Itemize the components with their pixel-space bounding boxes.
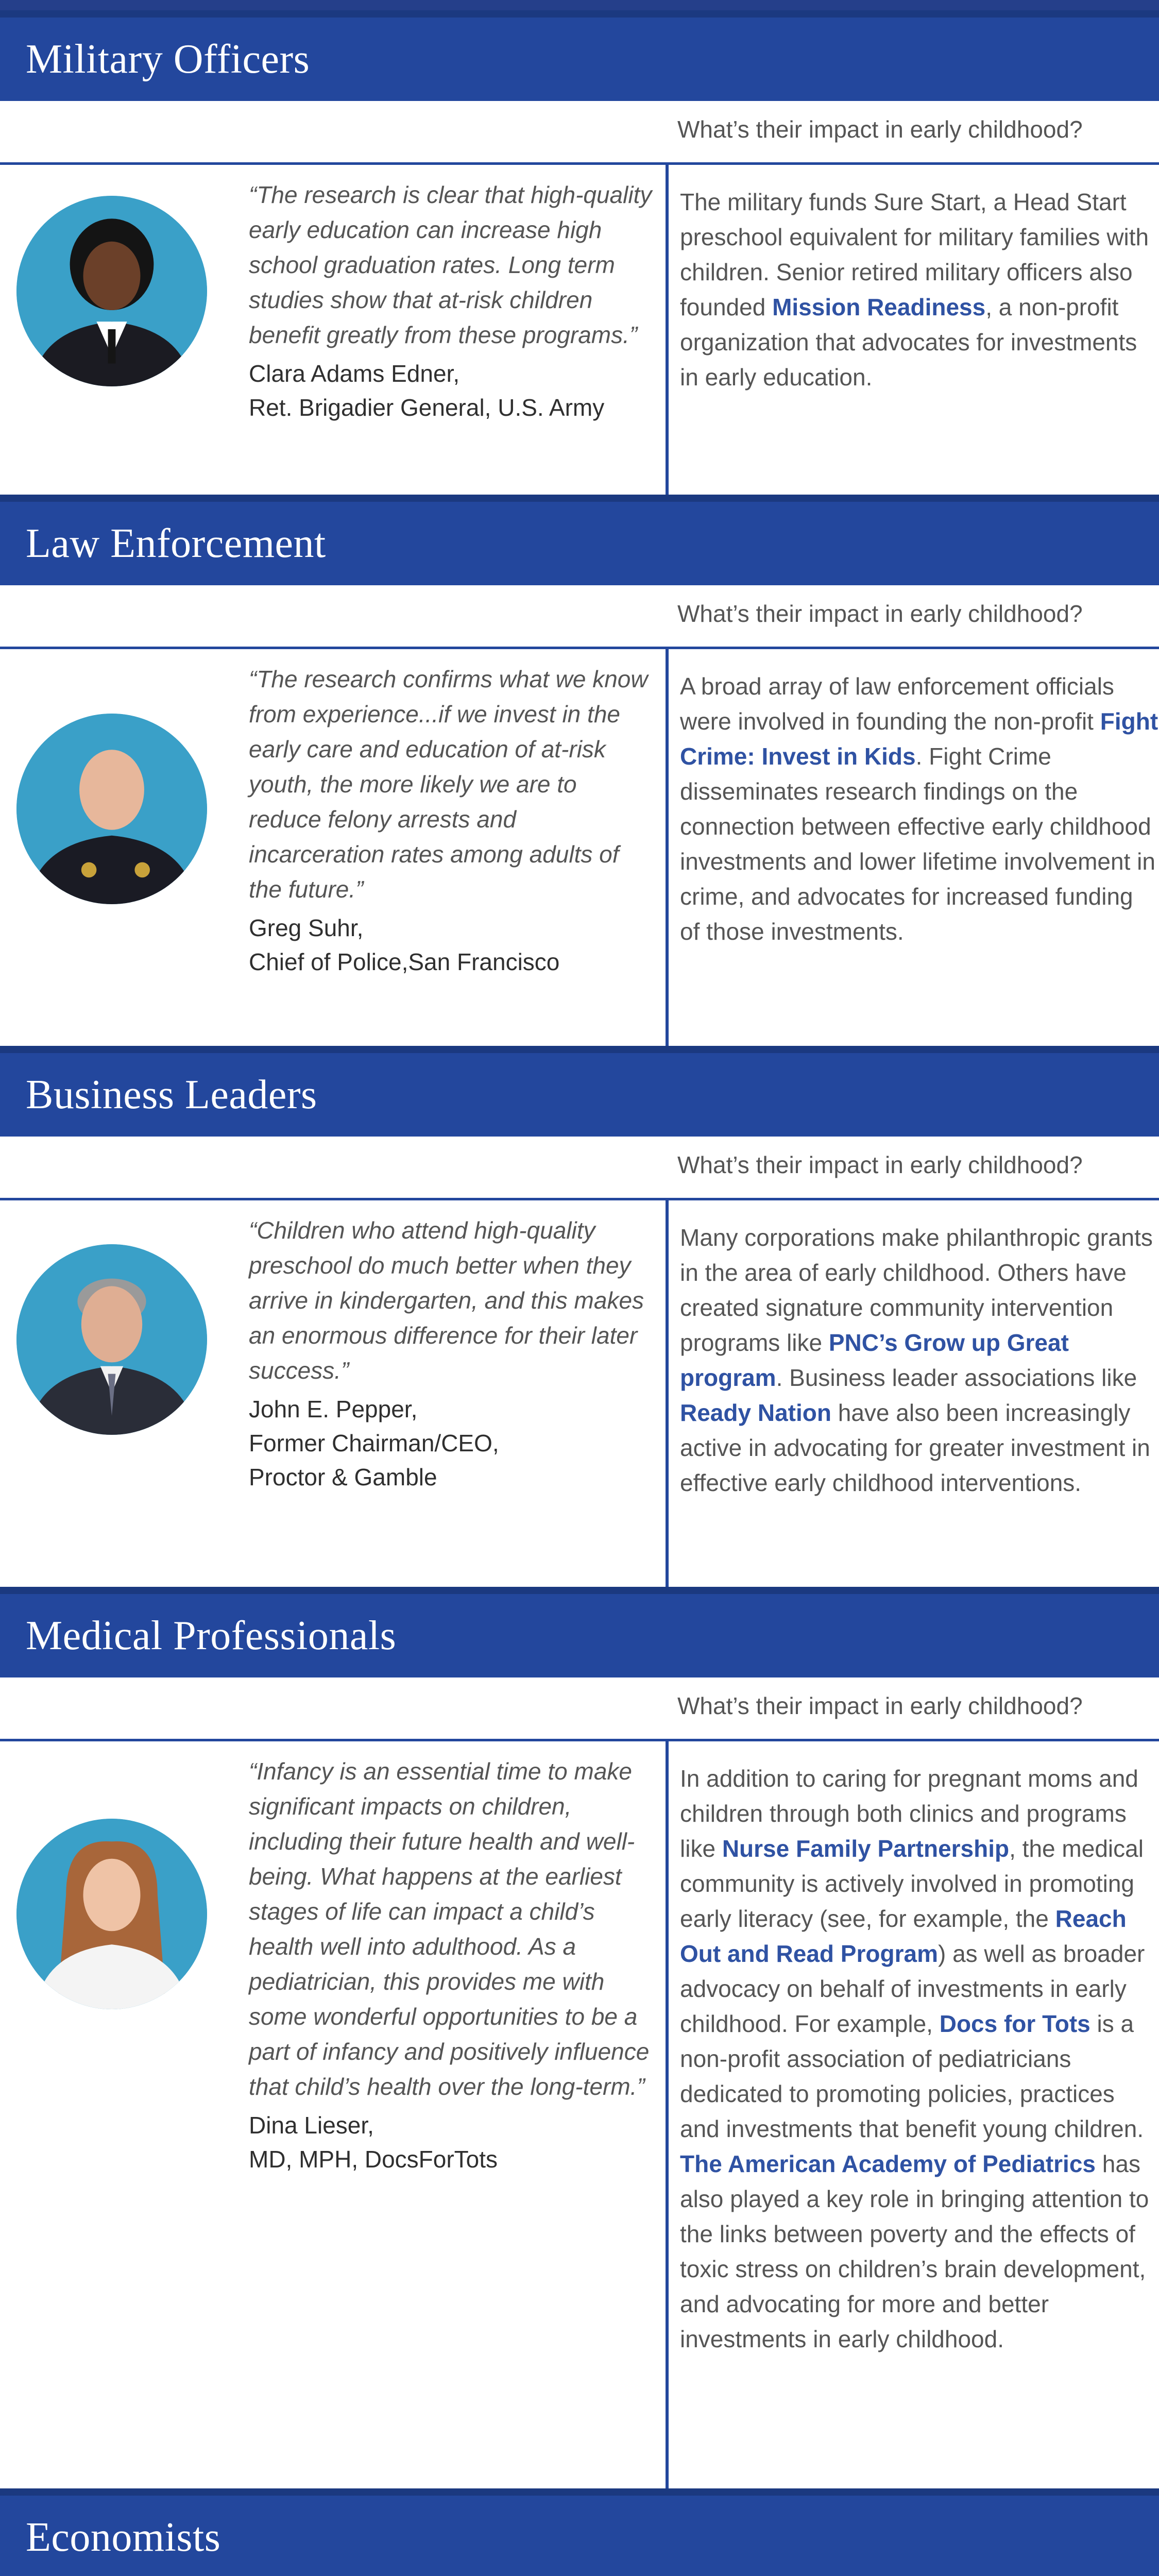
section-header (0, 1046, 1159, 1137)
section-title: Medical Professionals (26, 1613, 397, 1658)
attribution (249, 911, 656, 979)
impact-text (680, 1761, 1159, 2357)
person-name: Clara Adams Edner, (249, 360, 460, 387)
impact-text-part: Many corporations make philanthropic grants in the area of early childhood. Others have created signature community intervention programs like (680, 1224, 1153, 1356)
impact-column (669, 1741, 1159, 2488)
impact-question-row (0, 1677, 1159, 1741)
quote-block (249, 662, 656, 979)
impact-column (669, 165, 1159, 495)
person-role: Former Chairman/CEO, (249, 1430, 499, 1456)
section-economists (0, 2488, 1159, 2576)
section-body (0, 165, 1159, 495)
impact-question-row (0, 101, 1159, 165)
section-business-leaders (0, 1046, 1159, 1587)
impact-text (680, 669, 1159, 949)
section-law-enforcement (0, 495, 1159, 1046)
section-title: Business Leaders (26, 1072, 317, 1117)
impact-text-part: , a non-profit organization that advocates for investments in early education. (680, 294, 1137, 391)
person-name: John E. Pepper, (249, 1396, 418, 1422)
link-fight-crime[interactable]: Fight Crime: Invest in Kids (680, 708, 1158, 770)
person-icon (16, 714, 207, 904)
impact-question: What’s their impact in early childhood? (677, 600, 1083, 627)
quote-column (0, 165, 666, 495)
quote-column (0, 649, 666, 1046)
link-pnc-grow-up-great[interactable]: PNC’s Grow up Great program (680, 1329, 1069, 1391)
quote-block (249, 1213, 656, 1494)
section-title: Military Officers (26, 36, 310, 82)
attribution (249, 1392, 656, 1494)
quote-column (0, 1741, 666, 2488)
section-header (0, 2488, 1159, 2576)
quote-text: “The research is clear that high-quality early education can increase high school graduation rates. Long term studies show that at-risk children benefit greatly from these programs.” (249, 181, 652, 348)
section-title: Law Enforcement (26, 520, 326, 566)
impact-column (669, 649, 1159, 1046)
impact-text-part: . Business leader associations like (776, 1364, 1137, 1391)
section-title: Economists (26, 2514, 221, 2560)
link-docs-for-tots[interactable]: Docs for Tots (939, 2010, 1090, 2037)
impact-text (680, 184, 1159, 395)
person-name: Greg Suhr, (249, 914, 364, 941)
impact-question: What’s their impact in early childhood? (677, 116, 1083, 143)
quote-text: “Infancy is an essential time to make significant impacts on children, including their future health and well-being. What happens at the earliest stages of life can impact a child’s health well into adulthood. As a pediatrician, this provides me with some wonderful opportunities to be a part of infancy and positively influence that child’s health over the long-term.” (249, 1758, 650, 2100)
impact-text-part: The military funds Sure Start, a Head Start preschool equivalent for military families with children. Senior retired military officers also founded (680, 189, 1149, 320)
impact-text-part: A broad array of law enforcement officials were involved in founding the non-profit (680, 673, 1114, 735)
person-icon (16, 1819, 207, 2009)
quote-column (0, 1200, 666, 1587)
impact-text-part: In addition to caring for pregnant moms and children through both clinics and programs like (680, 1765, 1138, 1862)
section-body (0, 649, 1159, 1046)
person-role: MD, MPH, DocsForTots (249, 2146, 498, 2173)
avatar-portrait (16, 1819, 207, 2009)
section-header (0, 10, 1159, 101)
link-american-academy-of-pediatrics[interactable]: The American Academy of Pediatrics (680, 2150, 1096, 2177)
quote-block (249, 177, 656, 425)
section-body (0, 1200, 1159, 1587)
impact-text-part: has also played a key role in bringing attention to the links between poverty and the effects of toxic stress on children’s brain development, and advocating for more and better investments in early childhood. (680, 2150, 1149, 2352)
section-medical-professionals (0, 1587, 1159, 2488)
impact-text-part: is a non-profit association of pediatricians dedicated to promoting policies, practices and investments that benefit young children. (680, 2010, 1144, 2142)
impact-question: What’s their impact in early childhood? (677, 1692, 1083, 1719)
impact-column (669, 1200, 1159, 1587)
link-mission-readiness[interactable]: Mission Readiness (772, 294, 986, 320)
section-body (0, 1741, 1159, 2488)
person-name: Dina Lieser, (249, 2112, 374, 2139)
link-ready-nation[interactable]: Ready Nation (680, 1399, 831, 1426)
impact-text-part: , the medical community is actively involved in promoting early literacy (see, for example, the (680, 1835, 1144, 1932)
section-military (0, 10, 1159, 495)
impact-question-row (0, 1137, 1159, 1200)
quote-text: “The research confirms what we know from experience...if we invest in the early care and education of at-risk youth, the more likely we are to reduce felony arrests and incarceration rates among adults of the future.” (249, 666, 648, 903)
person-role: Ret. Brigadier General, U.S. Army (249, 394, 605, 421)
section-header (0, 495, 1159, 585)
impact-text-part: . Fight Crime disseminates research findings on the connection between effective early childhood investments and lower lifetime involvement in crime, and advocates for increased funding of those investments. (680, 743, 1155, 945)
attribution (249, 2108, 656, 2176)
person-icon (16, 1244, 207, 1435)
impact-question-row (0, 585, 1159, 649)
quote-block (249, 1754, 656, 2176)
link-reach-out-and-read[interactable]: Reach Out and Read Program (680, 1905, 1127, 1967)
avatar-portrait (16, 1244, 207, 1435)
avatar-portrait (16, 714, 207, 904)
attribution (249, 357, 656, 425)
quote-text: “Children who attend high-quality preschool do much better when they arrive in kindergarten, and this makes an enormous difference for their later success.” (249, 1217, 644, 1384)
section-header (0, 1587, 1159, 1677)
impact-question: What’s their impact in early childhood? (677, 1151, 1083, 1178)
impact-text-part: ) as well as broader advocacy on behalf of investments in early childhood. For example, (680, 1940, 1145, 2037)
impact-text (680, 1220, 1159, 1500)
link-nurse-family-partnership[interactable]: Nurse Family Partnership (722, 1835, 1010, 1862)
impact-text-part: have also been increasingly active in advocating for greater investment in effective early childhood interventions. (680, 1399, 1150, 1496)
avatar-portrait (16, 196, 207, 386)
person-icon (16, 196, 207, 386)
top-strip (0, 0, 1159, 10)
person-organization: Proctor & Gamble (249, 1464, 437, 1490)
person-role: Chief of Police,San Francisco (249, 948, 560, 975)
